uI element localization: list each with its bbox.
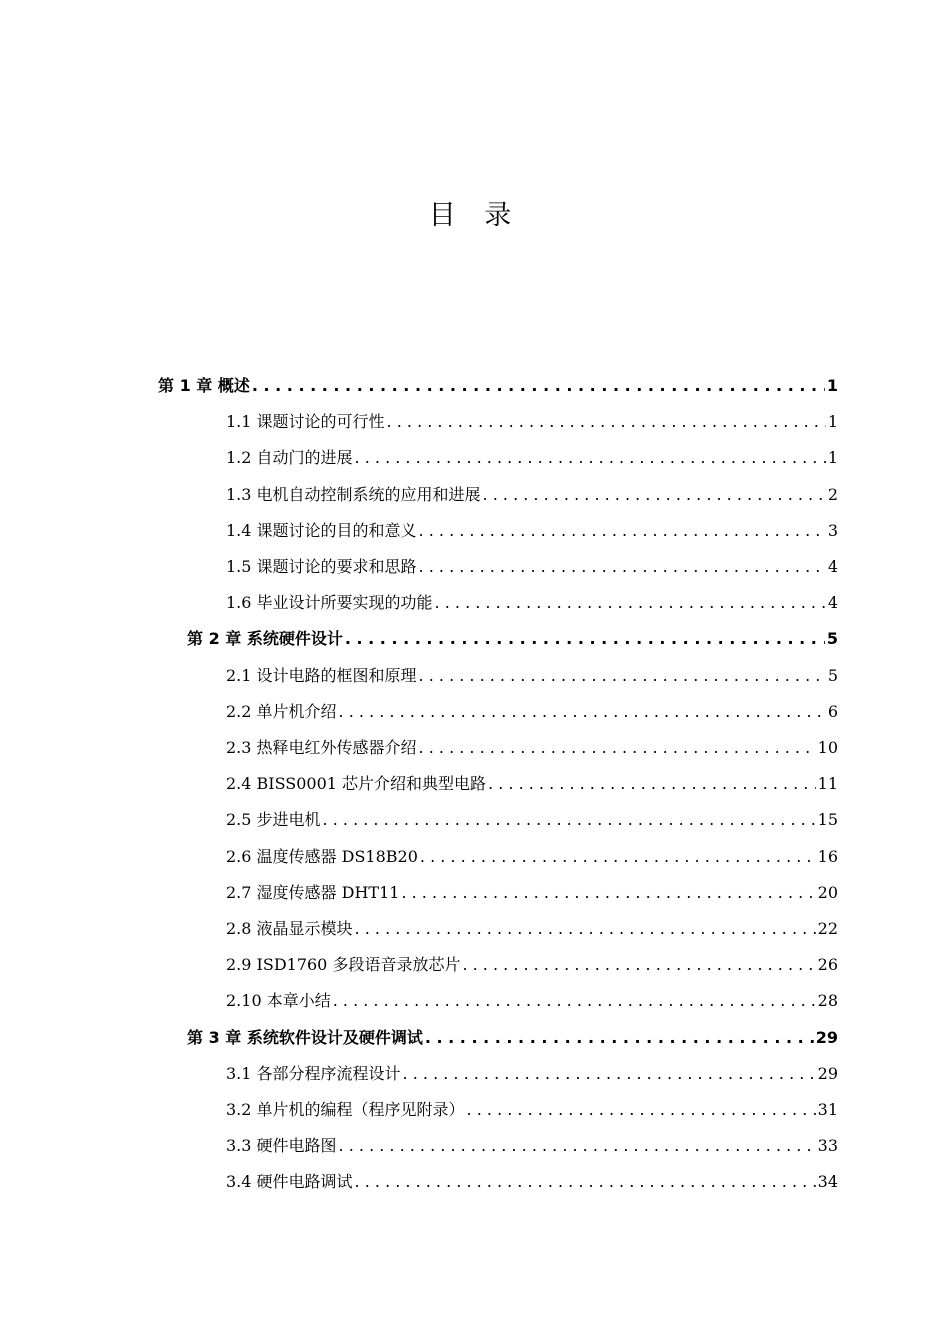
toc-entry-3-2[interactable] (226, 1098, 838, 1122)
toc-entry-2-5[interactable] (226, 808, 838, 832)
toc-entry-label: 2.3 热释电红外传感器介绍 (226, 738, 417, 757)
toc-entry-1-6[interactable] (226, 591, 838, 615)
dot-leader (435, 591, 826, 615)
toc-entry-label: 2.8 液晶显示模块 (226, 919, 353, 938)
dot-leader (355, 1170, 816, 1194)
toc-entry-label: 2.6 温度传感器 DS18B20 (226, 846, 418, 866)
toc-entry-2-4[interactable] (226, 772, 838, 796)
toc-entry-label: 2.1 设计电路的框图和原理 (226, 665, 417, 685)
toc-entry-label: 第 3 章 系统软件设计及硬件调试 (187, 1027, 423, 1047)
toc-entry-2-3[interactable] (226, 736, 838, 760)
toc-entry-2-10[interactable] (226, 989, 838, 1013)
dot-leader (387, 410, 826, 434)
toc-entry-label: 2.10 本章小结 (226, 991, 331, 1011)
toc-entry-page: 5 (826, 629, 838, 649)
toc-entry-page: 15 (817, 810, 838, 830)
toc-entry-page: 34 (817, 1172, 838, 1192)
toc-entry-label: 3.3 硬件电路图 (226, 1136, 337, 1156)
toc-entry-1-4[interactable] (226, 519, 838, 543)
dot-leader (420, 845, 816, 869)
toc-entry-3-4[interactable] (226, 1170, 838, 1194)
dot-leader (339, 700, 826, 724)
toc-entry-page: 31 (817, 1100, 838, 1119)
dot-leader (462, 953, 815, 977)
toc-entry-label: 2.7 湿度传感器 DHT11 (226, 882, 400, 902)
toc-entry-page: 3 (827, 520, 838, 540)
dot-leader (355, 917, 816, 941)
toc-entry-label: 2.5 步进电机 (226, 810, 321, 830)
toc-entry-chapter-1[interactable] (158, 374, 838, 398)
toc-entry-2-9[interactable] (226, 953, 838, 977)
toc-entry-page: 33 (817, 1136, 838, 1156)
toc-entry-label: 3.1 各部分程序流程设计 (226, 1063, 401, 1083)
dot-leader (419, 736, 816, 760)
page-title: 目 录 (428, 200, 522, 231)
toc-entry-label: 1.5 课题讨论的要求和思路 (226, 557, 417, 576)
dot-leader (323, 808, 816, 832)
toc-entry-page: 11 (817, 774, 838, 794)
toc-entry-label: 1.1 课题讨论的可行性 (226, 412, 385, 432)
dot-leader (345, 627, 825, 651)
toc-entry-label: 第 2 章 系统硬件设计 (187, 629, 343, 649)
toc-entry-3-3[interactable] (226, 1134, 838, 1158)
toc-entry-label: 1.4 课题讨论的目的和意义 (226, 520, 417, 540)
toc-entry-1-3[interactable] (226, 483, 838, 507)
toc-entry-1-2[interactable] (226, 446, 838, 470)
toc-entry-label: 2.4 BISS0001 芯片介绍和典型电路 (226, 774, 487, 794)
toc-entry-chapter-3[interactable] (187, 1026, 838, 1050)
toc-entry-page: 4 (827, 593, 838, 613)
toc-entry-page: 2 (827, 484, 838, 504)
toc-entry-page: 28 (817, 991, 838, 1011)
toc-entry-label: 3.2 单片机的编程（程序见附录） (226, 1100, 465, 1119)
toc-entry-page: 1 (827, 412, 838, 432)
dot-leader (483, 483, 826, 507)
toc-entry-2-2[interactable] (226, 700, 838, 724)
toc-entry-page: 5 (827, 665, 838, 685)
dot-leader (419, 519, 826, 543)
toc-entry-page: 29 (815, 1027, 838, 1047)
toc-entry-2-6[interactable] (226, 845, 838, 869)
toc-entry-2-8[interactable] (226, 917, 838, 941)
toc-entry-1-1[interactable] (226, 410, 838, 434)
toc-entry-2-7[interactable] (226, 881, 838, 905)
dot-leader (401, 881, 815, 905)
dot-leader (403, 1062, 816, 1086)
dot-leader (333, 989, 816, 1013)
dot-leader (419, 555, 826, 579)
toc-entry-label: 1.3 电机自动控制系统的应用和进展 (226, 484, 481, 504)
toc-entry-page: 26 (817, 955, 838, 975)
dot-leader (355, 446, 826, 470)
toc-entry-chapter-2[interactable] (187, 627, 838, 651)
toc-entry-page: 4 (827, 557, 838, 576)
dot-leader (252, 374, 825, 398)
toc-entry-label: 1.6 毕业设计所要实现的功能 (226, 593, 433, 613)
toc-entry-page: 1 (827, 448, 838, 468)
dot-leader (467, 1098, 816, 1122)
toc-entry-label: 1.2 自动门的进展 (226, 448, 353, 468)
toc-entry-2-1[interactable] (226, 664, 838, 688)
toc-entry-page: 10 (817, 738, 838, 757)
dot-leader (425, 1026, 814, 1050)
toc-entry-3-1[interactable] (226, 1062, 838, 1086)
dot-leader (419, 664, 826, 688)
toc-entry-1-5[interactable] (226, 555, 838, 579)
toc-entry-label: 2.9 ISD1760 多段语音录放芯片 (226, 955, 461, 975)
toc-entry-label: 第 1 章 概述 (158, 376, 250, 395)
toc-entry-page: 16 (817, 846, 838, 866)
toc-entry-page: 6 (827, 701, 838, 721)
toc-entry-label: 3.4 硬件电路调试 (226, 1172, 353, 1192)
toc-entry-page: 22 (817, 919, 838, 938)
toc-entry-page: 1 (826, 376, 838, 395)
toc-entry-page: 20 (817, 882, 838, 902)
dot-leader (339, 1134, 816, 1158)
toc-entry-page: 29 (817, 1063, 838, 1083)
dot-leader (488, 772, 816, 796)
toc-entry-label: 2.2 单片机介绍 (226, 701, 337, 721)
